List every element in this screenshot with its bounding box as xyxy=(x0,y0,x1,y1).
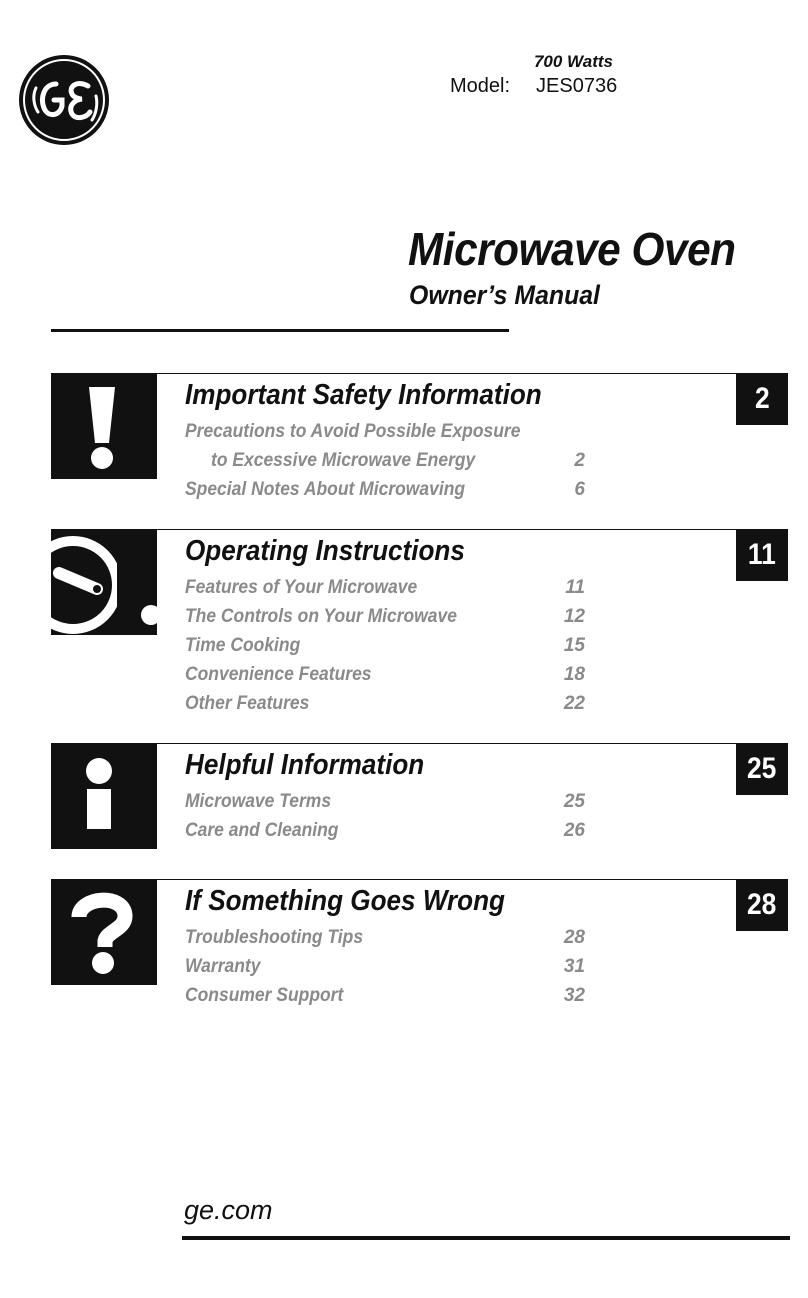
toc-entry-page: 28 xyxy=(563,927,585,948)
model-line xyxy=(450,75,617,98)
section-operating xyxy=(51,529,788,719)
toc-list xyxy=(185,791,585,849)
section-safety xyxy=(51,373,788,513)
toc-entry-page: 12 xyxy=(563,606,585,627)
wattage-label: 700 Watts xyxy=(533,52,613,71)
toc-entry[interactable] xyxy=(185,927,585,956)
toc-list xyxy=(185,421,585,508)
toc-entry[interactable] xyxy=(185,820,585,849)
document-subtitle: Owner’s Manual xyxy=(409,280,600,310)
section-title: Important Safety Information xyxy=(185,379,542,411)
toc-entry-label: The Controls on Your Microwave xyxy=(185,606,457,627)
toc-entry-page: 18 xyxy=(563,664,585,685)
section-divider xyxy=(157,879,788,880)
toc-entry-label: to Excessive Microwave Energy xyxy=(211,450,476,471)
model-number: JES0736 xyxy=(536,75,618,97)
toc-entry-page: 25 xyxy=(563,791,585,812)
ge-monogram-logo xyxy=(18,54,110,146)
toc-entry-page: 31 xyxy=(563,956,585,977)
section-page-number: 2 xyxy=(754,382,770,415)
section-page-number: 25 xyxy=(747,752,777,785)
section-page-badge xyxy=(736,879,788,931)
toc-entry-page: 26 xyxy=(563,820,585,841)
section-helpful xyxy=(51,743,788,853)
toc-entry-label: Features of Your Microwave xyxy=(185,577,418,598)
toc-entry-label: Warranty xyxy=(185,956,261,977)
toc-entry[interactable] xyxy=(185,635,585,664)
toc-entry-label: Other Features xyxy=(185,693,310,714)
toc-entry[interactable] xyxy=(185,693,585,722)
toc-entry-label: Microwave Terms xyxy=(185,791,332,812)
document-title: Microwave Oven xyxy=(408,223,736,275)
section-page-badge xyxy=(736,373,788,425)
section-troubleshooting xyxy=(51,879,788,1019)
website-link[interactable]: ge.com xyxy=(184,1195,273,1225)
section-title: If Something Goes Wrong xyxy=(185,885,505,917)
toc-entry[interactable] xyxy=(185,479,585,508)
toc-entry-page: 2 xyxy=(574,450,585,471)
toc-entry[interactable] xyxy=(185,664,585,693)
toc-entry-page: 15 xyxy=(563,635,585,656)
toc-entry[interactable] xyxy=(185,985,585,1014)
section-page-number: 11 xyxy=(748,538,776,571)
footer-divider xyxy=(182,1236,790,1240)
model-label: Model: xyxy=(450,75,511,97)
toc-entry[interactable] xyxy=(185,421,585,450)
exclamation-icon xyxy=(51,373,157,479)
toc-entry-label: Special Notes About Microwaving xyxy=(185,479,466,500)
section-title: Operating Instructions xyxy=(185,535,465,567)
toc-entry-label: Time Cooking xyxy=(185,635,301,656)
section-page-badge xyxy=(736,743,788,795)
control-dial-icon xyxy=(51,529,157,635)
toc-entry-page: 22 xyxy=(563,693,585,714)
toc-entry-label: Care and Cleaning xyxy=(185,820,339,841)
section-title: Helpful Information xyxy=(185,749,425,781)
section-divider xyxy=(157,529,788,530)
section-page-number: 28 xyxy=(747,888,777,921)
toc-entry[interactable] xyxy=(185,956,585,985)
toc-entry[interactable] xyxy=(185,577,585,606)
toc-list xyxy=(185,927,585,1014)
toc-entry-label: Convenience Features xyxy=(185,664,372,685)
question-mark-icon xyxy=(51,879,157,985)
title-divider xyxy=(51,329,509,332)
toc-entry-page: 11 xyxy=(565,577,585,598)
toc-entry-label: Precautions to Avoid Possible Exposure xyxy=(185,421,521,442)
toc-list xyxy=(185,577,585,722)
toc-entry[interactable] xyxy=(185,791,585,820)
toc-entry[interactable] xyxy=(185,450,585,479)
section-divider xyxy=(157,743,788,744)
section-divider xyxy=(157,373,788,374)
toc-entry[interactable] xyxy=(185,606,585,635)
section-page-badge xyxy=(736,529,788,581)
toc-entry-page: 32 xyxy=(563,985,585,1006)
toc-entry-page: 6 xyxy=(574,479,585,500)
info-icon xyxy=(51,743,157,849)
toc-entry-label: Consumer Support xyxy=(185,985,344,1006)
toc-entry-label: Troubleshooting Tips xyxy=(185,927,364,948)
